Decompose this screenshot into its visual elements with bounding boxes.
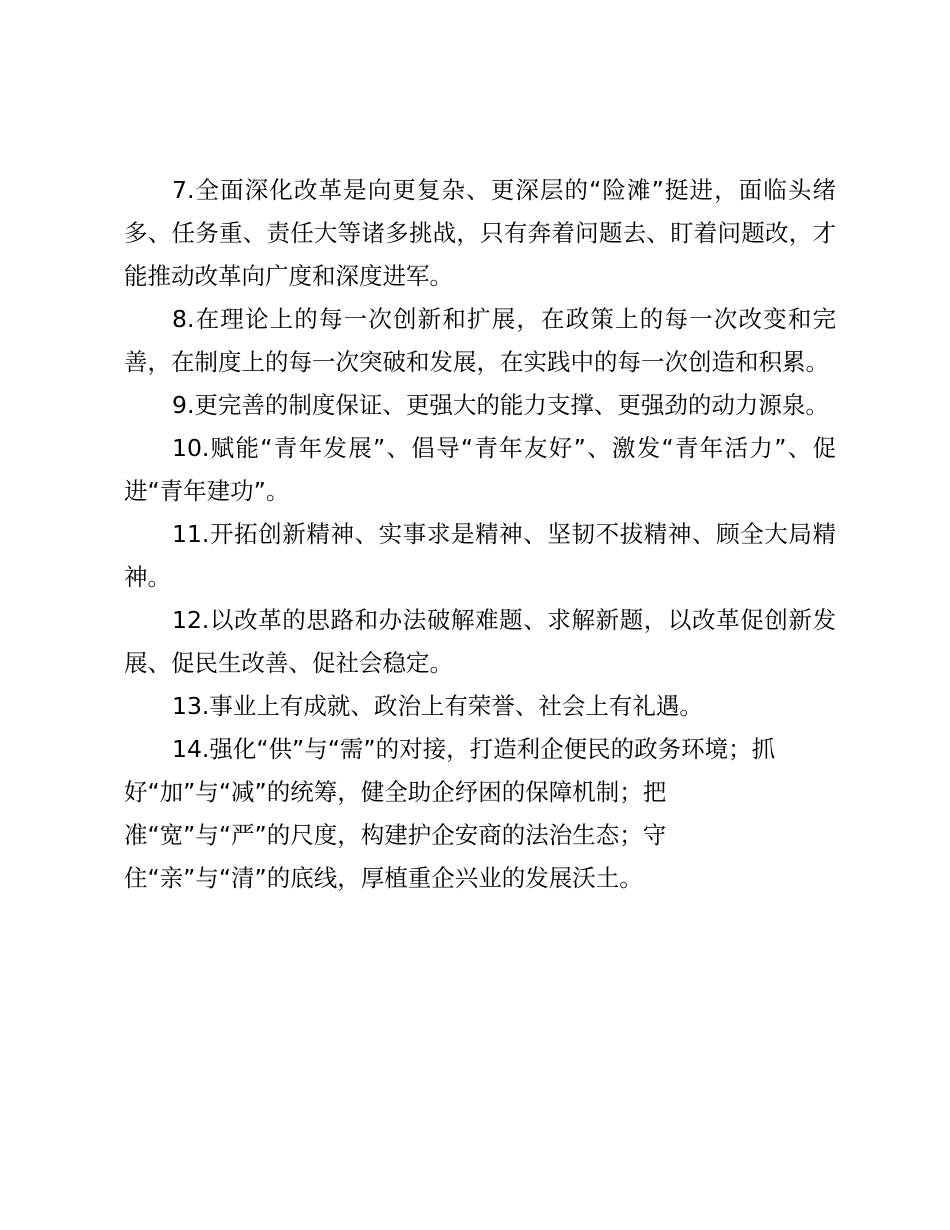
paragraph-7: 7.全面深化改革是向更复杂、更深层的“险滩”挺进，面临头绪多、任务重、责任大等诸多挑战，只有奔着问题去、盯着问题改，才能推动改革向广度和深度进军。 (124, 176, 836, 290)
paragraph-9: 9.更完善的制度保证、更强大的能力支撑、更强劲的动力源泉。 (172, 391, 829, 419)
paragraph-11: 11.开拓创新精神、实事求是精神、坚韧不拔精神、顾全大局精神。 (124, 520, 836, 591)
paragraph-14-line: 住“亲”与“清”的底线，厚植重企兴业的发展沃土。 (124, 864, 643, 892)
paragraph-13: 13.事业上有成就、政治上有荣誉、社会上有礼遇。 (172, 692, 703, 720)
document-body (124, 169, 836, 900)
paragraph-14 (124, 728, 836, 900)
paragraph-14-line: 14.强化“供”与“需”的对接，打造利企便民的政务环境；抓 (172, 735, 776, 763)
paragraph-8: 8.在理论上的每一次创新和扩展，在政策上的每一次改变和完善，在制度上的每一次突破和发展，在实践中的每一次创造和积累。 (124, 305, 836, 376)
paragraph-10: 10.赋能“青年发展”、倡导“青年友好”、激发“青年活力”、促进“青年建功”。 (124, 434, 836, 505)
paragraph-14-line: 准“宽”与“严”的尺度，构建护企安商的法治生态；守 (124, 821, 667, 849)
paragraph-14-line: 好“加”与“减”的统筹，健全助企纾困的保障机制；把 (124, 778, 667, 806)
paragraph-12: 12.以改革的思路和办法破解难题、求解新题，以改革促创新发展、促民生改善、促社会稳定。 (124, 606, 836, 677)
